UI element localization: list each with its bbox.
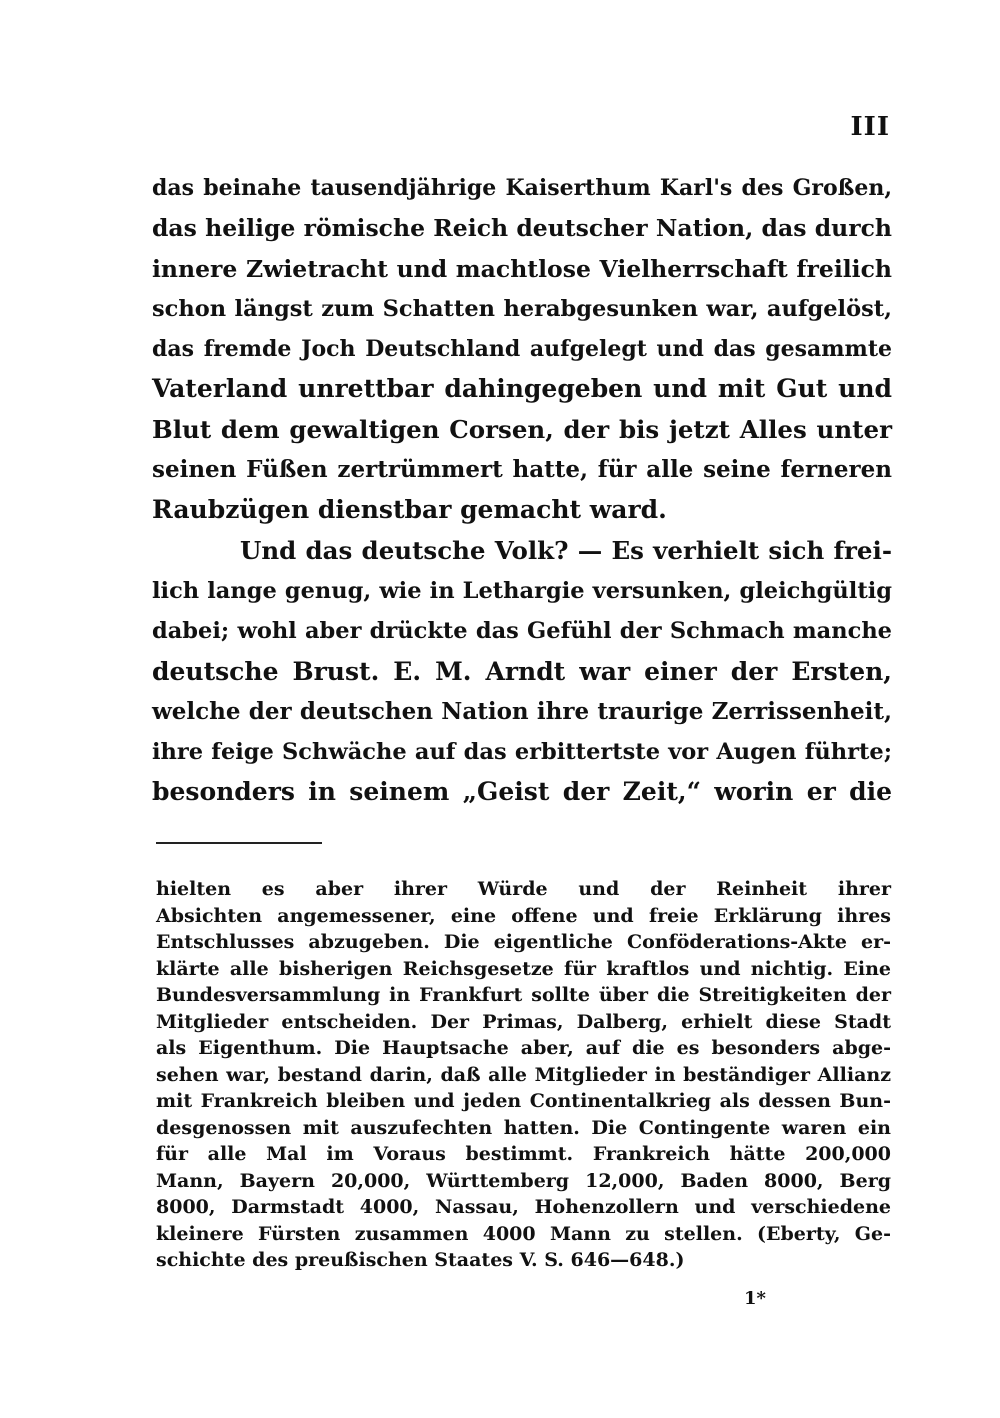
text-line: besonders in seinem „Geist der Zeit,“ worin er die <box>152 777 892 807</box>
text-line: Und das deutsche Volk? — Es verhielt sich frei- <box>240 535 892 565</box>
footnote <box>156 876 891 1274</box>
footnote-line: für alle Mal im Voraus bestimmt. Frankreich hätte 200,000 <box>156 1143 891 1165</box>
text-line: seinen Füßen zertrümmert hatte, für alle seine ferneren <box>152 456 892 484</box>
main-text <box>152 168 892 813</box>
text-line: lich lange genug, wie in Lethargie versunken, gleichgültig <box>152 577 892 604</box>
page-number: III <box>850 112 890 142</box>
footnote-line: als Eigenthum. Die Hauptsache aber, auf die es besonders abge- <box>156 1037 891 1059</box>
footnote-line: desgenossen mit auszufechten hatten. Die Contingente waren ein <box>156 1116 891 1139</box>
text-line: welche der deutschen Nation ihre traurige Zerrissenheit, <box>152 697 892 725</box>
footnote-line: schichte des preußischen Staates V. S. 646—648.) <box>156 1249 685 1271</box>
text-line: schon längst zum Schatten herabgesunken war, aufgelöst, <box>152 295 892 322</box>
footnote-line: kleinere Fürsten zusammen 4000 Mann zu stellen. (Eberty, Ge- <box>156 1222 891 1245</box>
footnote-line: Entschlusses abzugeben. Die eigentliche Conföderations-Akte er- <box>156 931 891 953</box>
footnote-line: klärte alle bisherigen Reichsgesetze für kraftlos und nichtig. Eine <box>156 957 891 980</box>
text-line: innere Zwietracht und machtlose Vielherrschaft freilich <box>152 254 892 283</box>
text-line: deutsche Brust. E. M. Arndt war einer der Ersten, <box>152 656 892 686</box>
footnote-divider <box>156 842 322 844</box>
footnote-line: Mann, Bayern 20,000, Württemberg 12,000, Baden 8000, Berg <box>156 1169 891 1192</box>
text-line: Raubzügen dienstbar gemacht ward. <box>152 495 667 525</box>
text-line: Vaterland unrettbar dahingegeben und mit Gut und <box>152 374 892 404</box>
text-line: dabei; wohl aber drückte das Gefühl der Schmach manche <box>152 618 892 645</box>
text-line: das fremde Joch Deutschland aufgelegt und das gesammte <box>152 336 892 363</box>
text-line: ihre feige Schwäche auf das erbittertste vor Augen führte; <box>152 739 892 766</box>
footnote-line: Bundesversammlung in Frankfurt sollte über die Streitigkeiten der <box>156 984 891 1006</box>
text-line: Blut dem gewaltigen Corsen, der bis jetzt Alles unter <box>152 414 892 444</box>
footnote-line: Mitglieder entscheiden. Der Primas, Dalberg, erhielt diese Stadt <box>156 1010 891 1033</box>
footnote-line: sehen war, bestand darin, daß alle Mitglieder in beständiger Allianz <box>156 1063 891 1086</box>
text-line: das beinahe tausendjährige Kaiserthum Karl's des Großen, <box>152 175 892 201</box>
footnote-line: hielten es aber ihrer Würde und der Reinheit ihrer <box>156 878 891 900</box>
footnote-line: mit Frankreich bleiben und jeden Continentalkrieg als dessen Bun- <box>156 1090 891 1112</box>
signature-mark: 1* <box>744 1288 766 1309</box>
text-line: das heilige römische Reich deutscher Nation, das durch <box>152 214 892 243</box>
footnote-line: Absichten angemessener, eine offene und freie Erklärung ihres <box>156 904 891 927</box>
footnote-line: 8000, Darmstadt 4000, Nassau, Hohenzollern und verschiedene <box>156 1196 891 1218</box>
